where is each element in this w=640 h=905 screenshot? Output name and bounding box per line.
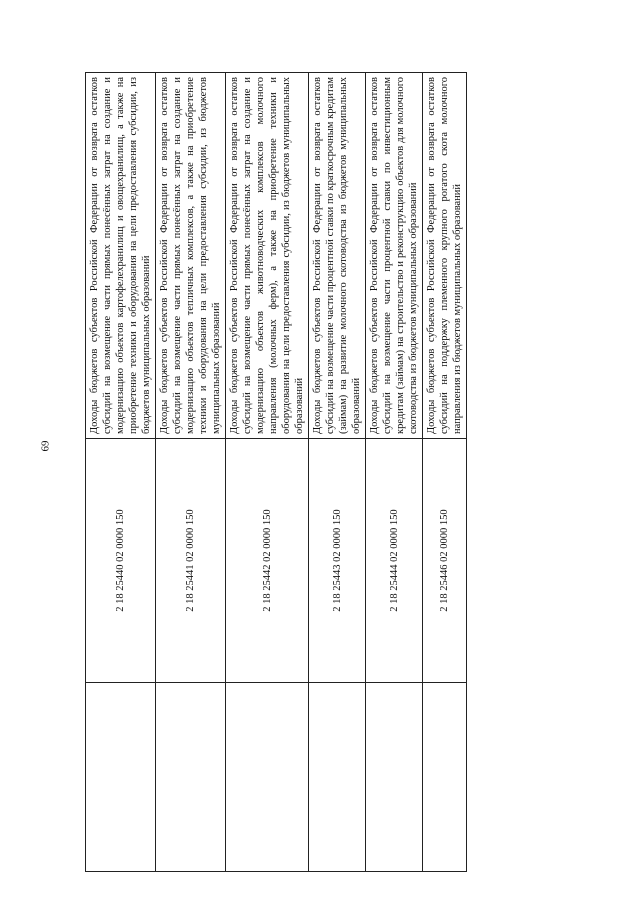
empty-cell bbox=[86, 683, 156, 872]
empty-cell bbox=[309, 683, 366, 872]
description-cell: Доходы бюджетов субъектов Российской Федерации от возврата остатков субсидий на возмещение части прямых понесённых затрат на создание и модернизацию объектов животноводческих комплексов молочного направления (молочных ферм), а также на приобретение техники и оборудования на цели предоставления субсидии, из бюджетов муниципальных образований bbox=[226, 73, 309, 439]
budget-code-cell: 2 18 25446 02 0000 150 bbox=[423, 439, 467, 683]
table-row bbox=[366, 73, 423, 872]
budget-code-cell: 2 18 25443 02 0000 150 bbox=[309, 439, 366, 683]
budget-code-cell: 2 18 25441 02 0000 150 bbox=[156, 439, 226, 683]
budget-code-cell: 2 18 25442 02 0000 150 bbox=[226, 439, 309, 683]
description-cell: Доходы бюджетов субъектов Российской Федерации от возврата остатков субсидий на возмещение части процентной ставки по инвестиционным кредитам (займам) на строительство и реконструкцию объектов для молочного скотоводства из бюджетов муниципальных образований bbox=[366, 73, 423, 439]
table-row bbox=[423, 73, 467, 872]
rotated-table-block bbox=[85, 72, 555, 872]
table-row bbox=[156, 73, 226, 872]
description-cell: Доходы бюджетов субъектов Российской Федерации от возврата остатков субсидий на возмещение части процентной ставки по краткосрочным кредитам (займам) на развитие молочного скотоводства из бюджетов муниципальных образований bbox=[309, 73, 366, 439]
table-row bbox=[309, 73, 366, 872]
table-row bbox=[86, 73, 156, 872]
budget-code-cell: 2 18 25444 02 0000 150 bbox=[366, 439, 423, 683]
empty-cell bbox=[156, 683, 226, 872]
description-cell: Доходы бюджетов субъектов Российской Федерации от возврата остатков субсидий на поддержку племенного крупного рогатого скота молочного направления из бюджетов муниципальных образований bbox=[423, 73, 467, 439]
table-row bbox=[226, 73, 309, 872]
empty-cell bbox=[226, 683, 309, 872]
page-number: 69 bbox=[39, 440, 52, 452]
budget-code-cell: 2 18 25440 02 0000 150 bbox=[86, 439, 156, 683]
description-cell: Доходы бюджетов субъектов Российской Федерации от возврата остатков субсидий на возмещение части прямых понесённых затрат на создание и модернизацию объектов тепличных комплексов, а также на приобретение техники и оборудования на цели предоставления субсидии, из бюджетов муниципальных образований bbox=[156, 73, 226, 439]
empty-cell bbox=[423, 683, 467, 872]
empty-cell bbox=[366, 683, 423, 872]
budget-codes-table bbox=[85, 72, 467, 872]
description-cell: Доходы бюджетов субъектов Российской Федерации от возврата остатков субсидий на возмещение части прямых понесённых затрат на создание и модернизацию объектов картофелехранилищ и овощехранилищ, а также на приобретение техники и оборудования на цели предоставления субсидии, из бюджетов муниципальных образований bbox=[86, 73, 156, 439]
